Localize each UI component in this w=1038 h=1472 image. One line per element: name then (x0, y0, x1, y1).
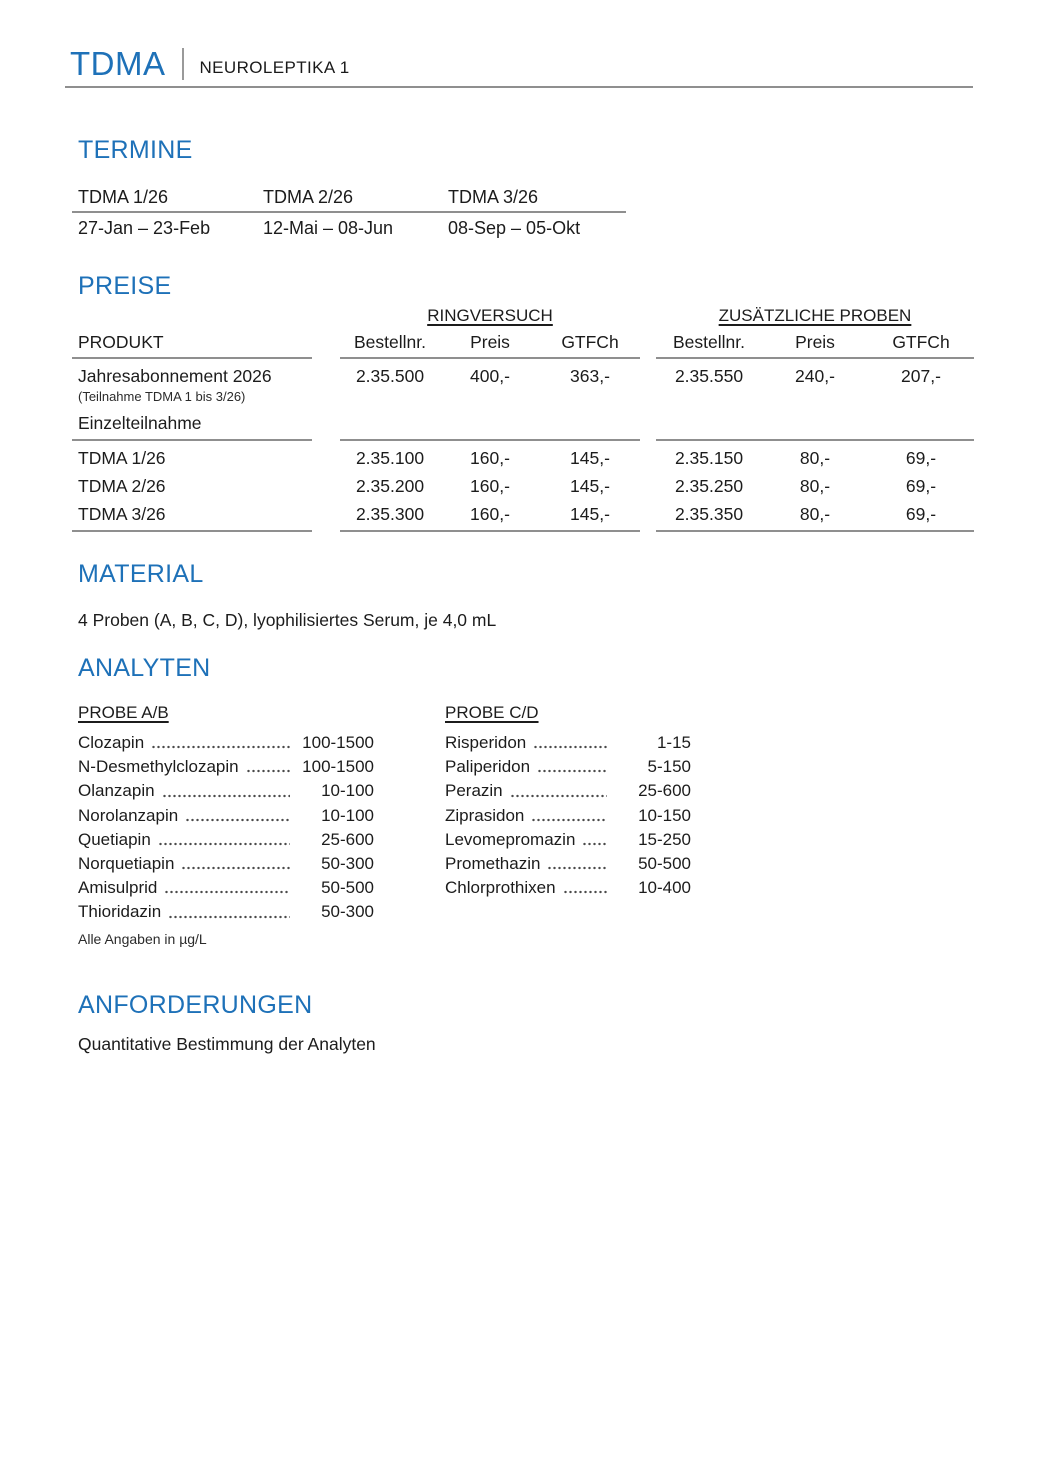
bestellnr-value: 2.35.200 (355, 476, 425, 496)
analyte-name: Norolanzapin (78, 805, 179, 825)
analyte-row (78, 828, 374, 852)
col-gap (640, 446, 656, 470)
analyte-row (78, 804, 374, 828)
col-header-bestellnr: Bestellnr. (354, 332, 426, 352)
preis-value: 160,- (470, 504, 510, 524)
preise-group-row (78, 306, 974, 326)
termine-dates: 12-Mai – 08-Jun (263, 218, 394, 238)
gtfch-value: 207,- (901, 366, 941, 386)
analyte-range: 50-300 (321, 854, 374, 874)
analyte-range: 25-600 (321, 829, 374, 849)
dotted-leader (181, 852, 290, 876)
analyte-range: 1-15 (656, 733, 691, 752)
termine-dates: 27-Jan – 23-Feb (78, 218, 211, 238)
page-header (65, 42, 973, 88)
preise-body (78, 446, 974, 526)
analyte-name: Norquetiapin (78, 854, 175, 874)
preis-value: 160,- (470, 448, 510, 468)
analyte-name: Levomepromazin (445, 829, 576, 849)
section-anforderungen (78, 991, 376, 1055)
termine-dates-row (78, 216, 633, 240)
group-label-text: RINGVERSUCH (427, 306, 553, 325)
analyte-row (445, 779, 691, 803)
analyte-name: Paliperidon (445, 757, 531, 777)
section-material (78, 560, 496, 631)
preis-value: 400,- (470, 366, 510, 386)
analyte-range: 50-500 (321, 878, 374, 898)
dotted-leader (162, 779, 290, 803)
analyte-row (445, 804, 691, 828)
analyte-range: 10-100 (321, 781, 374, 801)
analyte-name: Thioridazin (78, 902, 162, 922)
gtfch-value: 363,- (570, 366, 610, 386)
analyte-range: 10-100 (321, 805, 374, 825)
dotted-leader (533, 731, 607, 755)
preis-value: 160,- (470, 476, 510, 496)
termine-rule (72, 211, 626, 213)
analyte-row (78, 731, 374, 755)
group-gap (640, 306, 656, 326)
gtfch-value: 145,- (570, 448, 610, 468)
preise-header-row (78, 331, 974, 353)
col-header-preis: Preis (470, 332, 510, 352)
anforderungen-heading: ANFORDERUNGEN (78, 991, 313, 1019)
analyte-range: 5-150 (647, 757, 691, 777)
units-footnote: Alle Angaben in µg/L (78, 931, 207, 947)
col-gap (640, 331, 656, 353)
analyte-row (78, 876, 374, 900)
dotted-leader (246, 755, 290, 779)
termine-col-label: TDMA 1/26 (78, 187, 169, 207)
analyte-range: 50-300 (321, 902, 374, 922)
analyten-heading: ANALYTEN (78, 654, 211, 682)
section-termine (78, 136, 633, 240)
scheme-title: NEUROLEPTIKA 1 (199, 57, 350, 77)
gtfch-value: 69,- (905, 476, 937, 496)
analyte-name: Ziprasidon (445, 805, 525, 825)
analyte-row (78, 779, 374, 803)
col-gap (640, 502, 656, 526)
dotted-leader (168, 900, 290, 924)
preise-row (78, 474, 974, 498)
material-text: 4 Proben (A, B, C, D), lyophilisiertes Serum, je 4,0 mL (78, 610, 497, 630)
preise-row (78, 502, 974, 526)
analyte-list-probe-ab (78, 700, 374, 925)
analyte-row (445, 876, 691, 900)
analyte-range: 50-500 (638, 854, 691, 874)
termine-header-row (78, 185, 633, 209)
col-header-bestellnr: Bestellnr. (673, 332, 745, 352)
preise-heading: PREISE (78, 272, 172, 300)
analyte-name: Quetiapin (78, 829, 151, 849)
preise-rule (78, 530, 974, 532)
termine-heading: TERMINE (78, 136, 193, 164)
analyte-row (78, 852, 374, 876)
analyte-row (445, 755, 691, 779)
termine-dates: 08-Sep – 05-Okt (448, 218, 581, 238)
col-gap (640, 364, 656, 406)
gtfch-value: 69,- (905, 504, 937, 524)
analyte-name: Chlorprothixen (445, 878, 556, 898)
bestellnr-value: 2.35.250 (674, 476, 744, 496)
bestellnr-value: 2.35.300 (355, 504, 425, 524)
dotted-leader (563, 876, 607, 900)
termine-col-label: TDMA 3/26 (448, 187, 539, 207)
bestellnr-value: 2.35.550 (674, 366, 744, 386)
termine-col-label: TDMA 2/26 (263, 187, 354, 207)
product-name: Jahresabonnement 2026 (78, 366, 272, 386)
dotted-leader (158, 828, 290, 852)
analyte-list-title: PROBE A/B (78, 703, 169, 722)
section-preise (78, 272, 974, 537)
group-label-ringversuch (340, 306, 640, 326)
analyte-name: Olanzapin (78, 781, 155, 801)
analyte-range: 10-150 (638, 805, 691, 825)
preise-row (78, 446, 974, 470)
tdma-logo: TDMA (70, 45, 166, 82)
product-note: (Teilnahme TDMA 1 bis 3/26) (78, 389, 246, 404)
analyte-range: 25-600 (638, 781, 691, 801)
product-name: TDMA 3/26 (78, 504, 166, 524)
analyte-list-probe-cd (445, 700, 691, 900)
anforderungen-text: Quantitative Bestimmung der Analyten (78, 1034, 376, 1054)
bestellnr-value: 2.35.100 (355, 448, 425, 468)
dotted-leader (151, 731, 290, 755)
preis-value: 80,- (799, 448, 831, 468)
analyte-range: 100-1500 (302, 757, 374, 777)
col-header-produkt: PRODUKT (78, 332, 164, 352)
analyte-row (445, 852, 691, 876)
dotted-leader (582, 828, 607, 852)
product-cell (78, 364, 340, 406)
analyte-list-title: PROBE C/D (445, 703, 539, 722)
preis-value: 80,- (799, 504, 831, 524)
preise-rule (78, 357, 974, 359)
dotted-leader (164, 876, 290, 900)
analyte-name: Perazin (445, 781, 503, 801)
bestellnr-value: 2.35.350 (674, 504, 744, 524)
product-name: TDMA 2/26 (78, 476, 166, 496)
gtfch-value: 145,- (570, 476, 610, 496)
dotted-leader (547, 852, 607, 876)
group-spacer (78, 306, 340, 326)
col-header-gtfch: GTFCh (892, 332, 950, 352)
group-label-text: ZUSÄTZLICHE PROBEN (718, 306, 912, 325)
analyte-name: N-Desmethylclozapin (78, 757, 239, 777)
analyte-name: Clozapin (78, 733, 145, 752)
preise-row-abo (78, 364, 974, 406)
gtfch-value: 69,- (905, 448, 937, 468)
analyte-range: 100-1500 (302, 733, 374, 752)
header-divider (182, 48, 184, 80)
dotted-leader (185, 804, 290, 828)
preis-value: 80,- (799, 476, 831, 496)
analyte-row (445, 828, 691, 852)
dotted-leader (510, 779, 607, 803)
analyte-row (78, 755, 374, 779)
analyte-name: Promethazin (445, 854, 541, 874)
col-header-gtfch: GTFCh (561, 332, 619, 352)
group-label-zusaetzliche-proben (656, 306, 974, 326)
dotted-leader (537, 755, 607, 779)
preise-rule (78, 439, 974, 441)
analyte-name: Amisulprid (78, 878, 158, 898)
analyte-range: 10-400 (638, 878, 691, 898)
col-header-preis: Preis (795, 332, 835, 352)
analyte-name: Risperidon (445, 733, 527, 752)
section-analyten (78, 654, 211, 682)
analyte-row (78, 900, 374, 924)
preise-subheading: Einzelteilnahme (78, 413, 202, 433)
analyte-row (445, 731, 691, 755)
material-heading: MATERIAL (78, 560, 204, 588)
col-gap (640, 474, 656, 498)
dotted-leader (531, 804, 607, 828)
gtfch-value: 145,- (570, 504, 610, 524)
preis-value: 240,- (795, 366, 835, 386)
analyte-range: 15-250 (638, 829, 691, 849)
bestellnr-value: 2.35.500 (355, 366, 425, 386)
product-name: TDMA 1/26 (78, 448, 166, 468)
bestellnr-value: 2.35.150 (674, 448, 744, 468)
